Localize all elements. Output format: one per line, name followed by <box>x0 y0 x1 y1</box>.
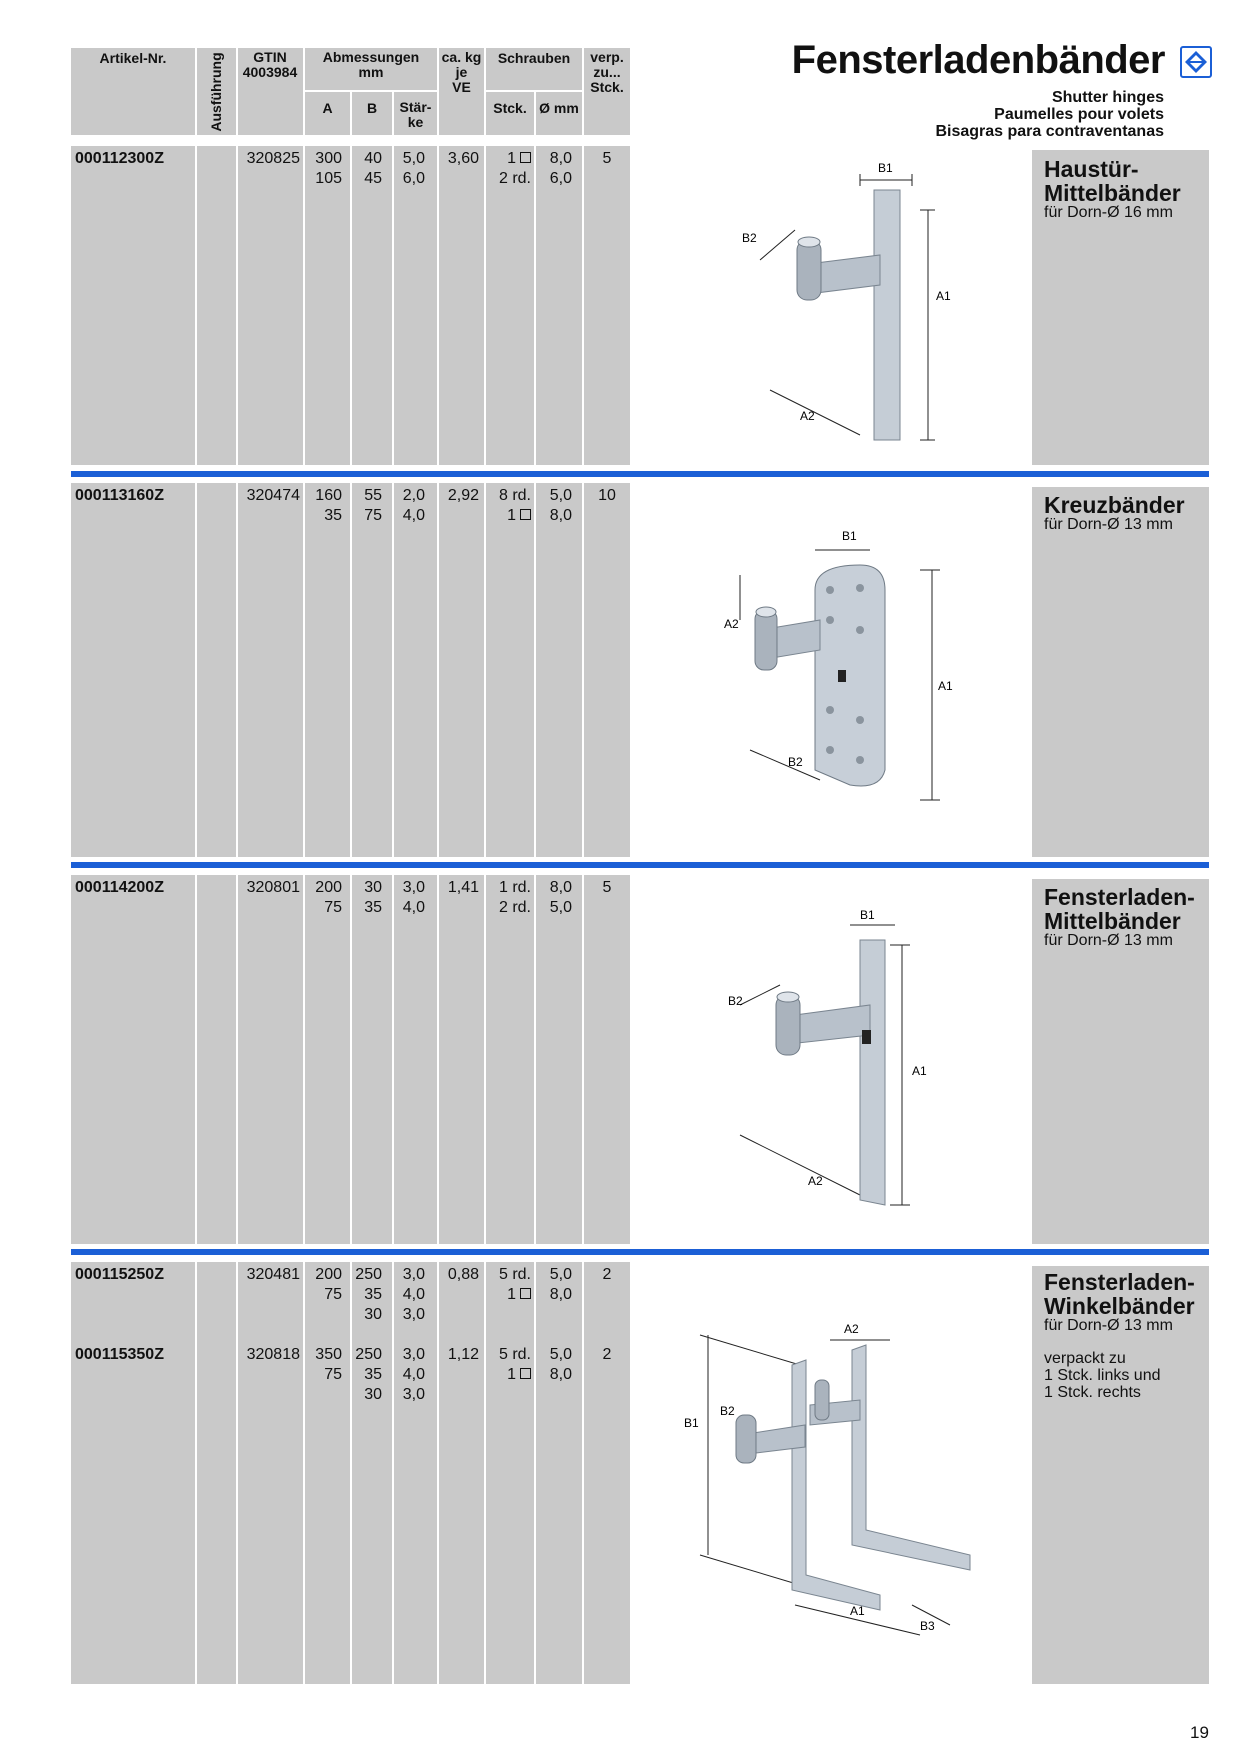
gtin: 320825 <box>246 150 300 167</box>
article-number: 000113160Z <box>75 487 164 504</box>
section-note: für Dorn-Ø 16 mm <box>1044 204 1173 221</box>
dim-b: 30 <box>364 1306 382 1323</box>
dim-staerke: 3,0 <box>402 1306 425 1323</box>
dim-a: 35 <box>324 507 342 524</box>
section-title: Fensterladen- <box>1044 1269 1195 1295</box>
label-b3: B3 <box>920 1619 935 1633</box>
hinge-illustration <box>740 160 960 460</box>
label-a2: A2 <box>844 1322 859 1336</box>
dim-b: 30 <box>364 879 382 896</box>
header-kg: ca. kg je VE <box>441 49 482 95</box>
section-divider <box>71 862 1209 868</box>
weight-kg: 2,92 <box>447 487 479 504</box>
screw-diameter: 5,0 <box>549 899 572 916</box>
label-b1: B1 <box>860 908 875 922</box>
section-divider <box>71 1249 1209 1255</box>
dim-b: 75 <box>364 507 382 524</box>
screw-diameter: 5,0 <box>549 1346 572 1363</box>
label-a1: A1 <box>938 679 953 693</box>
header-staerke: Stär- ke <box>399 99 432 130</box>
section-note: für Dorn-Ø 13 mm <box>1044 516 1173 533</box>
header-durchmesser: Ø mm <box>539 100 579 116</box>
label-a2: A2 <box>724 617 739 631</box>
screw-diameter: 8,0 <box>549 150 572 167</box>
screw-diameter: 8,0 <box>549 879 572 896</box>
gtin: 320474 <box>246 487 300 504</box>
dim-a: 350 <box>315 1346 342 1363</box>
square-head-icon <box>520 1368 531 1379</box>
brand-logo-icon <box>1180 46 1212 78</box>
header-artikel: Artikel-Nr. <box>99 50 167 66</box>
label-a1: A1 <box>936 289 951 303</box>
section-title: Kreuzbänder <box>1044 492 1185 518</box>
screw-diameter: 6,0 <box>549 170 572 187</box>
pack-qty: 10 <box>598 487 616 504</box>
section-note: verpackt zu <box>1044 1350 1126 1367</box>
article-number: 000115250Z <box>75 1266 164 1283</box>
dim-staerke: 2,0 <box>402 487 425 504</box>
label-a1: A1 <box>850 1604 865 1618</box>
dim-a: 75 <box>324 1366 342 1383</box>
section-note: für Dorn-Ø 13 mm <box>1044 932 1173 949</box>
dim-staerke: 3,0 <box>402 1346 425 1363</box>
section-note: für Dorn-Ø 13 mm <box>1044 1317 1173 1334</box>
header-b: B <box>366 100 378 116</box>
section-title: Haustür- <box>1044 156 1139 182</box>
weight-kg: 3,60 <box>447 150 479 167</box>
dim-staerke: 4,0 <box>402 507 425 524</box>
section-title: Mittelbänder <box>1044 180 1181 206</box>
article-number: 000115350Z <box>75 1346 164 1363</box>
hinge-illustration <box>720 520 970 820</box>
subtitle-en: Shutter hinges <box>1051 89 1164 106</box>
dim-b: 30 <box>364 1386 382 1403</box>
dim-b: 250 <box>355 1266 382 1283</box>
dim-staerke: 4,0 <box>402 1286 425 1303</box>
section-note: 1 Stck. rechts <box>1044 1384 1141 1401</box>
screw-diameter: 5,0 <box>549 487 572 504</box>
header-ausfuehrung: Ausführung <box>208 51 224 132</box>
section-title: Winkelbänder <box>1044 1293 1195 1319</box>
section-title: Mittelbänder <box>1044 908 1181 934</box>
label-a2: A2 <box>800 409 815 423</box>
dim-a: 200 <box>315 1266 342 1283</box>
label-b1: B1 <box>842 529 857 543</box>
screw-count: 8 rd. <box>498 487 531 504</box>
page-title: Fensterladenbänder <box>791 38 1165 82</box>
square-head-icon <box>520 509 531 520</box>
pack-qty: 2 <box>602 1266 612 1283</box>
screw-count: 2 rd. <box>498 170 531 187</box>
label-b2: B2 <box>788 755 803 769</box>
screw-diameter: 8,0 <box>549 507 572 524</box>
screw-count: 5 rd. <box>498 1346 531 1363</box>
weight-kg: 1,12 <box>447 1346 479 1363</box>
header-gtin: GTIN 4003984 <box>242 49 298 80</box>
section-note: 1 Stck. links und <box>1044 1367 1161 1384</box>
label-a1: A1 <box>912 1064 927 1078</box>
dim-staerke: 3,0 <box>402 879 425 896</box>
hinge-illustration <box>720 905 950 1225</box>
screw-count: 1 <box>486 1365 531 1385</box>
screw-count: 5 rd. <box>498 1266 531 1283</box>
weight-kg: 1,41 <box>447 879 479 896</box>
dim-a: 105 <box>315 170 342 187</box>
screw-count: 1 <box>486 149 531 169</box>
screw-count: 2 rd. <box>498 899 531 916</box>
dim-staerke: 3,0 <box>402 1386 425 1403</box>
pack-qty: 5 <box>602 150 612 167</box>
article-number: 000114200Z <box>75 879 164 896</box>
dim-b: 35 <box>364 899 382 916</box>
pack-qty: 2 <box>602 1346 612 1363</box>
dim-a: 300 <box>315 150 342 167</box>
screw-diameter: 5,0 <box>549 1266 572 1283</box>
header-verp: verp. zu... Stck. <box>590 49 624 95</box>
dim-b: 45 <box>364 170 382 187</box>
dim-a: 75 <box>324 899 342 916</box>
label-b1: B1 <box>878 161 893 175</box>
gtin: 320481 <box>246 1266 300 1283</box>
header-stck: Stck. <box>493 100 527 116</box>
dim-b: 40 <box>364 150 382 167</box>
dim-b: 35 <box>364 1286 382 1303</box>
gtin: 320818 <box>246 1346 300 1363</box>
section-title: Fensterladen- <box>1044 884 1195 910</box>
section-divider <box>71 471 1209 477</box>
dim-staerke: 5,0 <box>402 150 425 167</box>
page-number: 19 <box>1190 1723 1209 1742</box>
screw-diameter: 8,0 <box>549 1286 572 1303</box>
screw-diameter: 8,0 <box>549 1366 572 1383</box>
header-abmessungen: Abmessungen mm <box>322 49 420 80</box>
screw-count: 1 <box>486 506 531 526</box>
article-number: 000112300Z <box>75 150 164 167</box>
dim-b: 55 <box>364 487 382 504</box>
subtitle-fr: Paumelles pour volets <box>994 106 1164 123</box>
dim-staerke: 3,0 <box>402 1266 425 1283</box>
header-a: A <box>322 100 333 116</box>
square-head-icon <box>520 1288 531 1299</box>
dim-b: 250 <box>355 1346 382 1363</box>
dim-staerke: 6,0 <box>402 170 425 187</box>
hinge-illustration <box>680 1305 980 1645</box>
section-2-sidebox <box>1032 487 1209 857</box>
screw-count: 1 rd. <box>498 879 531 896</box>
label-b2: B2 <box>720 1404 735 1418</box>
label-b2: B2 <box>742 231 757 245</box>
label-b1: B1 <box>684 1416 699 1430</box>
weight-kg: 0,88 <box>447 1266 479 1283</box>
screw-count: 1 <box>486 1285 531 1305</box>
dim-b: 35 <box>364 1366 382 1383</box>
dim-a: 200 <box>315 879 342 896</box>
gtin: 320801 <box>246 879 300 896</box>
label-b2: B2 <box>728 994 743 1008</box>
square-head-icon <box>520 152 531 163</box>
dim-staerke: 4,0 <box>402 1366 425 1383</box>
header-schrauben: Schrauben <box>497 50 571 66</box>
dim-a: 160 <box>315 487 342 504</box>
label-a2: A2 <box>808 1174 823 1188</box>
pack-qty: 5 <box>602 879 612 896</box>
subtitle-es: Bisagras para contraventanas <box>935 123 1164 140</box>
dim-staerke: 4,0 <box>402 899 425 916</box>
dim-a: 75 <box>324 1286 342 1303</box>
